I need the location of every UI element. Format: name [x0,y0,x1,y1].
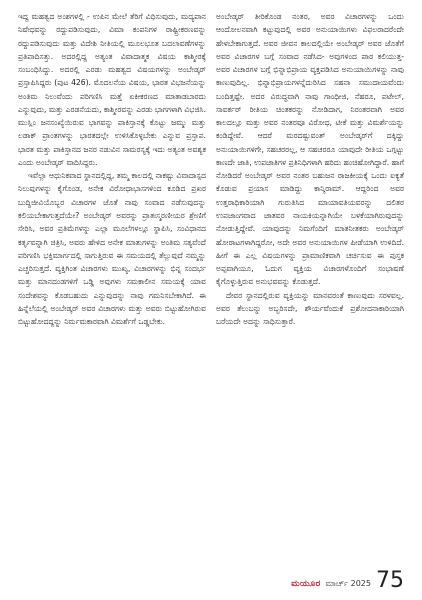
paragraph: ಇವೆಲ್ಲಾ ಆಧುನಿಕವಾದ ಸ್ಥಾನದಲ್ಲಿದ್ದ, ತಮ್ಮ ಕಾಲದಲ್ಲಿ ನಾಕಷ್ಟು ವಿವಾದಾಸ್ಪದ ನಿಲುವುಗಳನ್ನು ಕೈಗೊಂಡ, ಅನೇಕ ವಿರೋಧಾಭಾಸಗಳಿಂದ ಕೂಡಿದ ಪ್ರಖರ ಬುದ್ಧಿಜೀವಿಯೊಬ್ಬರ ವಿಚಾರಗಳ ಜೊತೆ ನಾವು ಸಂವಾದ ನಡೆಸುವುದನ್ನು ಕಲಿಯಬೇಕಾಗುತ್ತದೆಯೇ? ಅಂಬೇಡ್ಕರ್ ಅವರನ್ನು ಪ್ರಾತಃಸ್ಮರಣೀಯರ ಶ್ರೇಣಿಗೆ ಸೇರಿಸಿ, ಅವರ ಪ್ರತಿಮೆಗಳನ್ನು ಎಲ್ಲಾ ಮೂಲೆಗಳಲ್ಲೂ ಸ್ಥಾಪಿಸಿ, ಸಂವಿಧಾನದ ಕರ್ತೃವನ್ನಾಗಿ ಚಿತ್ರಿಸಿ, ಅವರು ಹೇಳಿದ ಅನೇಕ ಮಾತುಗಳನ್ನು ಅಂತಿಮ ಸತ್ಯವೆಂದೆ ಪರಿಗಣಿಸಿ ಭಕ್ತಿಮಾರ್ಗದಲ್ಲಿ ಸಾಗುತ್ತಿರುವ ಈ ಸಮಯದಲ್ಲಿ ತೆಲ್ಲುವುದೆ ನಮ್ಮನ್ನು ಎಚ್ಚರಿಸುತ್ತದೆ. ವ್ಯಕ್ತಿಗಿಂತ ವಿಚಾರಗಳು ಮುಖ್ಯ, ವಿಚಾರಗಳನ್ನು ಭಿನ್ನ ಸಂದರ್ಭ ಮತ್ತು ಮಾನದಂಡಗಳಿಗೆ ಒಡ್ಡಿ ಅವುಗಳು ಸಮಕಾಲೀನ ಸಮಯಕ್ಕೆ ಯಾವ ಸಂದೇಶವನ್ನು ಕೊಡಬಹುದು ಎನ್ನುವುದನ್ನು ನಾವು ಗಮನಿಸಬೇಕಾಗಿದೆ. ಈ ಹಿನ್ನೆಲೆಯಲ್ಲಿ ಅಂಬೇಡ್ಕರ್ ಅವರ ವಿಚಾರಗಳು ಮತ್ತು ಅವರು ಬಿಟ್ಟುಹೋಗಿರುವ ಬಿಟ್ಟುಹೋದದ್ದನ್ನು ನಿರ್ಮಮಕಾರವಾಗಿ ವಿಮರ್ಶೆಗೆ ಒಡ್ಡಬೇಕು. [18,171,206,327]
page-number: 75 [376,568,404,593]
paragraph: ದೇವರ ಸ್ಥಾನದಲ್ಲಿರುವ ವ್ಯಕ್ತಿಯನ್ನು ಮಾನವರಂತೆ ಕಾಣುವುದು ಸರಳವಲ್ಲ. ಅವರ ತೆಲುಬನ್ನು ಅಬ್ಬರಿಸದೇ, ಶೌರ್ಯವೆಂದುಕೆ ಪ್ರಶೋದನಾಕಾರಿಯಾಗಿ ಬರೆಯದೇ ಅದನ್ನು ಸಾಧಿಸುತ್ತಾರೆ. [216,290,404,327]
magazine-logo: ಮಯೂರ [291,579,321,589]
page-footer [291,566,404,592]
issue-date: ಮಾರ್ಚ್ 2025 [325,579,371,588]
paragraph: ಅಂಬೇಡ್ಕರ್ ತೀರಿಕೊಂಡ ನಂತರ, ಅವರ ವಿಚಾರಗಳನ್ನು ಒಂದು ಆಂದೋಲನವಾಗಿ ಕಟ್ಟುವುದಲ್ಲಿ ಅವರ ಅನುಯಾಯಿಗಳು ವಿಫಲರಾದರೆಂದೇ ಹೇಳಬೇಕಾಗುತ್ತದೆ. ಅವರ ಜೀವನ ಕಾಲದಲ್ಲಿಯೇ ಅಂಬೇಡ್ಕರ್ ಅವರ ಜೊತೆಗೆ ಅವರ ವಿಚಾರಗಳ ಬಗ್ಗೆ ಸಂವಾದ ನಡೆಸಿದ- ಅವುಗಳಿಂದ ಪಾಠ ಕಲಿಯುತ್ತ- ಅವರ ವಿಚಾರಗಳ ಬಗ್ಗೆ ಭಿನ್ನಾಭಿಪ್ರಾಯ ವ್ಯಕ್ತಪಡಿಸಿದ ಅನುಯಾಯಿಗಳನ್ನು ನಾವು ಕಾಣುವುದಿಲ್ಲ. ಭಿನ್ನಾಭಿಪ್ರಾಯಗಳನ್ನೆದುರಿಸಿದ ಸಹನಾ ಸಮುದಾಯವೆಂದು ಬಂದಿತ್ತಷ್ಟೇ. ಅದರ ವಿರುದ್ಧವಾಗಿ ನಾವು ಗಾಂಧೀಜಿ, ನೆಹರೂ, ಪಟೇಲ್, ಸಾವರ್ಕರ್ ರೀತಿಯ ಚಿಂತಕರನ್ನು ನೋಡಿದಾಗ, ನಿರಂತರವಾಗಿ ಅವರ ಕಾಲದಲ್ಲೂ ಮತ್ತು ಅವರ ನಂತರವೂ ವಿರೋಧ, ಟೀಕೆ ಮತ್ತು ವಿಮರ್ಶೆಯನ್ನು ಕಂಡಿದ್ದೇವೆ. ಆದರೆ ಮರದಷ್ಟುವಂತ್ ಅಂಬೇಡ್ಕರ್‌ಗೆ ದಕ್ಕಿದ್ದು ಅನುಯಾಯಿಗಳಿಗೇ, ಸಹಚರರಲ್ಲ, ಆ ಸಹಚರರೂ ಯಾವುದೇ ರೀತಿಯ ಒಗ್ಗಟ್ಟು ಕಾಣದೇ ಜಾತಿ, ಉಪಜಾತಿಗಳ ಪ್ರತಿನಿಧಿಗಳಾಗಿ ಹರಿದು ಹಂಚಿಹೋಗಿದ್ದಾರೆ. ಹಾಗೆ ನೋಡಿದರೆ ಅಂಬೇಡ್ಕರ್ ಅವರ ನಂತರ ಬಹುಜನ ರಾಜಕೀಯಕ್ಕೆ ಒಂದು ಐಕ್ಯತೆ ಕೊಡುವ ಪ್ರಯಾಸ ಮಾಡಿದ್ದು ಕಾನ್ಶಿರಾಮ್. ಆದ್ದರಿಂದ ಅವರ ಉತ್ತರಾಧಿಕಾರಿಯಾಗಿ ಗುರುತಿಸಿದ ಮಾಯಾವತಿಯವರನ್ನು ದಲಿತರ ಉಪಜಾಂಗವಾದ ಜಾತವರ ನಾಯಕಿಯನ್ನಾಗಿಯೇ ಬಳಕೆಯಾಗಿರುವುದನ್ನು ನೋಡುತ್ತಿದ್ದೇವೆ. ಯಾವುದನ್ನು ನಿಮಗೆಂದಿಗೆ ಮಾತನೀತಕರು ಅಂಬೇಡ್ಕರ್ ಹೋರಾಟಗಳಾಗಿದ್ದರೋ, ಅದೇ ಅವರ ಅನುಯಾಯಿಗಳ ಪೀಡೆಯಾಗಿ ಉಳಿದಿದೆ. ಹೀಗೆ ಈ ಎಲ್ಲ ವಿಷಯಗಳನ್ನು ಪ್ರಾಮಾಣಿಕವಾಗಿ ಚರ್ಚಿಸುವ ಈ ಪುಸ್ತಕ ಅಪ್ಪವಾಗಿಯೂ, ಓದುಗ ವ್ಯಕ್ತಿಯ ವಿಚಾರಗಳೊಂದಿಗೆ ಸಂಭಾಷಣೆ ಕೈಗೊಳ್ಳುತ್ತಿರುವ ಅನುಭವವನ್ನು ಕೊಡುತ್ತದೆ. [216,12,404,287]
article-columns [18,10,404,562]
right-column [216,10,404,562]
paragraph: ಇದ್ದ ಮಹತ್ವದ ಅಂಶಗಳಲ್ಲಿ - ಉಪಿನ ಮೇಲೆ ತೆರಿಗೆ ವಿಧಿಸುವುದು, ಮದ್ಯಪಾನ ನಿಷೇಧವನ್ನು ರದ್ದುಪಡಿಸುವುದು, ವಿಮಾ ಕಂಪನಿಗಳ ರಾಷ್ಟ್ರೀಕರಣವನ್ನು ರದ್ದುಪಡಿಸುವುದು ಮತ್ತು ವಿದೇಶಿ ನೀತಿಯಲ್ಲಿ ಮೂಲಭೂತ ಬದಲಾವಣೆಗಳನ್ನು ಪ್ರತಿಪಾದಿಸತ್ತು. ಅದರಲ್ಲಿದ್ದ ಅತ್ಯಂತ ವಿವಾದಾತ್ಮಕ ವಿಷಯ ಕಾಶ್ಮೀರಕ್ಕೆ ಸಂಬಂಧಿಸಿದ್ದು. ಅದರಲ್ಲಿ ಎರಡು ಮಹತ್ವದ ವಿಷಯಗಳನ್ನು ಅಂಬೇಡ್ಕರ್ ಪ್ರಸ್ತಾಪಿಸಿದ್ದರು (ಪುಟ 426). ಮೊದಲನೆಯ ವಿಷಯ, ಭಾರತ ವಿಭಜನೆಯನ್ನು ಅಂತಿಮ ನಿಲುವೆಂದು ಪರಿಗಣಿಸಿ ಮತ್ತೆ ಏಕೀಕರಣದ ಮಾತಾಡಬಾರದು ಎನ್ನುವುದು, ಮತ್ತು ಎರಡನೆಯದು, ಕಾಶ್ಮೀರವನ್ನು ಎರಡು ಭಾಗಗಳಾಗಿ ವಿಭಜಿಸಿ. ಮುಸ್ಲಿಂ ಜನಸಂಖ್ಯೆಯಿರುವ ಭಾಗವನ್ನು ಪಾಕಿಸ್ತಾನಕ್ಕೆ ಕೊಟ್ಟು ಜಮ್ಮು ಮತ್ತು ಲಡಾಕ್ ಪ್ರಾಂತಗಳನ್ನು ಭಾರತದಲ್ಲೇ ಉಳಿಸಿಕೊಳ್ಳಬೇಕು ಎನ್ನುವ ಪ್ರಸ್ತಾಪ. ಭಾರತ ಮತ್ತು ಪಾಕಿಸ್ತಾನದ ಜನರ ನಡುವಿನ ಸಾಮರಸ್ಯಕ್ಕೆ ಇದು ಅತ್ಯಂತ ಅವಶ್ಯಕ ಎಂದು ಅಂಬೇಡ್ಕರ್ ವಾದಿಸಿದ್ದರು. [18,12,206,167]
left-column [18,10,206,562]
